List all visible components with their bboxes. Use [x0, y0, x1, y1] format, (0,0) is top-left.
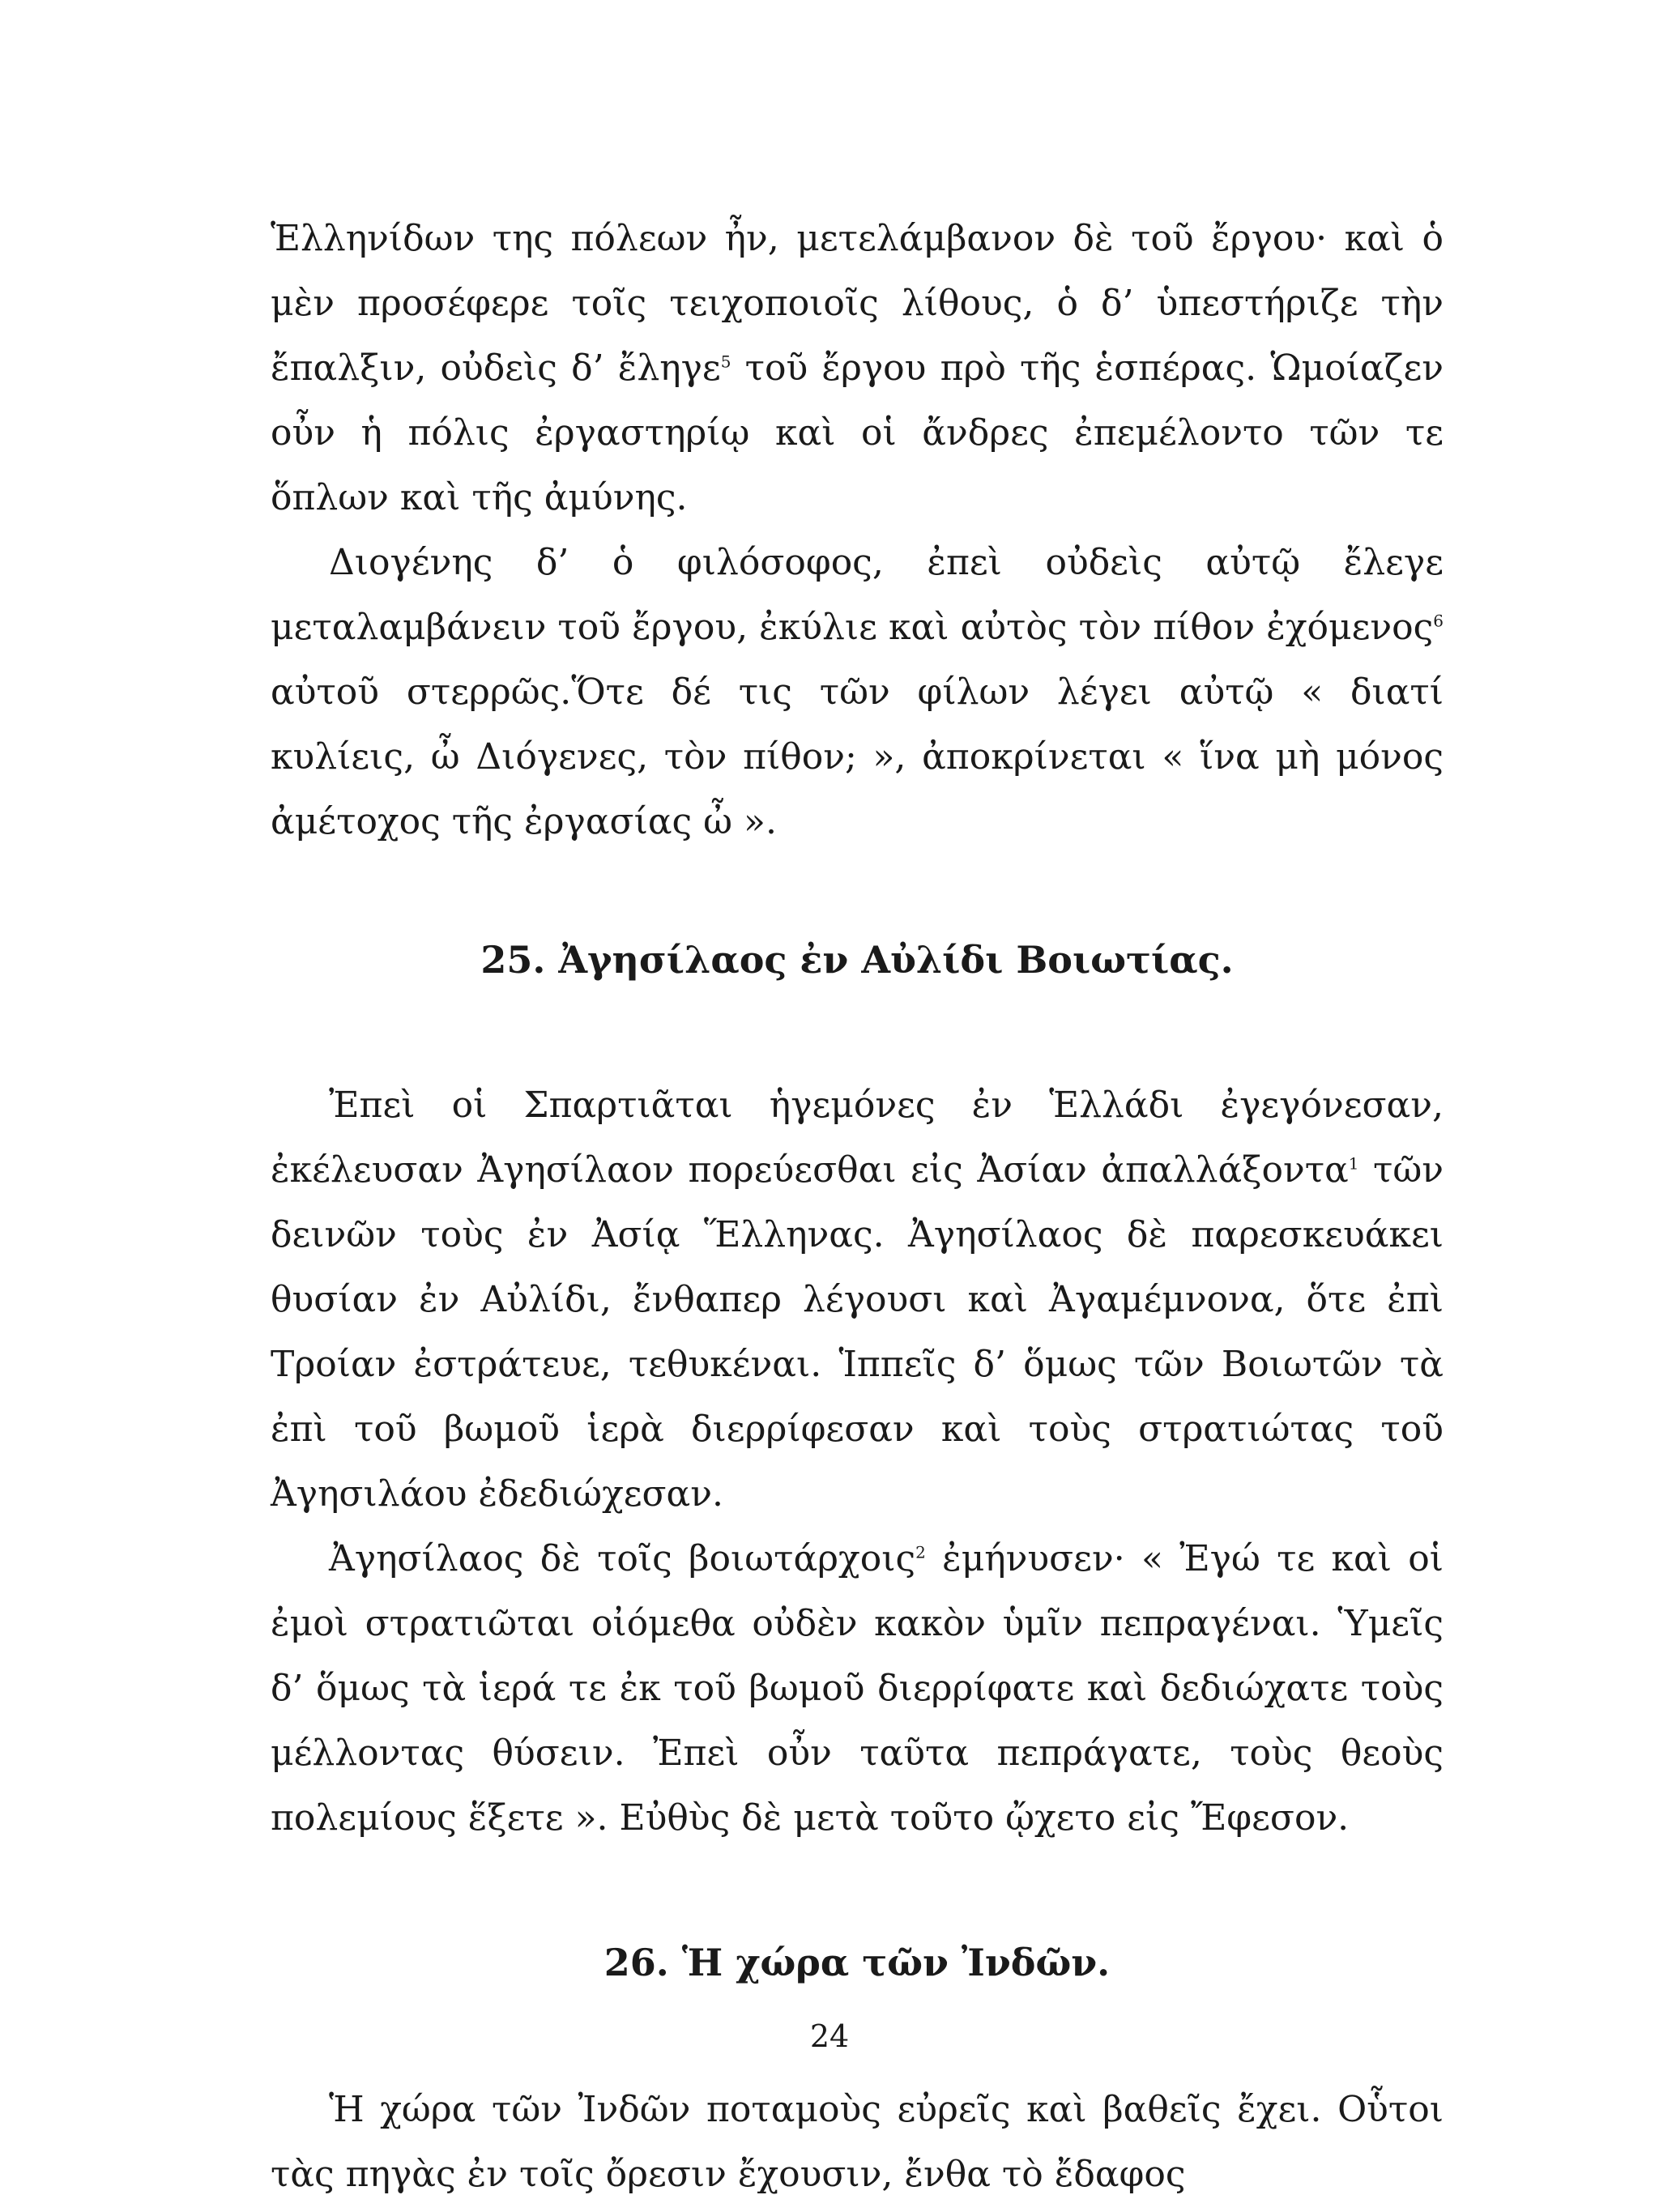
paragraph-text: Ἐπεὶ οἱ Σπαρτιᾶται ἡγεμόνες ἐν Ἑλλάδι ἐγεγόνεσαν, ἐκέλευσαν Ἀγησίλαον πορεύεσθαι εἰς Ἀσίαν ἀπαλλάξοντα [271, 1085, 1444, 1191]
paragraph-india: Ἡ χώρα τῶν Ἰνδῶν ποταμοὺς εὐρεῖς καὶ βαθεῖς ἔχει. Οὗτοι τὰς πηγὰς ἐν τοῖς ὄρεσιν ἔχουσιν, ἔνθα τὸ ἔδαφος [271, 2089, 1444, 2195]
paragraph-diogenes [271, 531, 1444, 855]
paragraph-text: τοῦ ἔργου πρὸ τῆς ἑσπέρας. Ὡμοίαζεν οὖν ἡ πόλις ἐργαστηρίῳ καὶ οἱ ἄνδρες ἐπεμέλοντο τῶν τε ὅπλων καὶ τῆς ἀμύνης. [271, 347, 1444, 518]
paragraph-text: Ἀγησίλαος δὲ τοῖς βοιωτάρχοις [329, 1538, 916, 1579]
paragraph-continued [271, 207, 1444, 531]
paragraph-text: αὐτοῦ στερρῶς.Ὅτε δέ τις τῶν φίλων λέγει αὐτῷ « διατί κυλίεις, ὦ Διόγενες, τὸν πίθον; », ἀποκρίνεται « ἵνα μὴ μόνος ἀμέτοχος τῆς ἐργασίας ὦ ». [271, 671, 1444, 842]
footnote-marker: 1 [1348, 1153, 1359, 1174]
paragraph-text: Διογένης δ’ ὁ φιλόσοφος, ἐπεὶ οὐδεὶς αὐτῷ ἔλεγε μεταλαμβάνειν τοῦ ἔργου, ἐκύλιε καὶ αὐτὸς τὸν πίθον ἐχόμενος [271, 542, 1444, 648]
paragraph-agesilaos-2 [271, 1527, 1444, 1851]
page-number: 24 [809, 2018, 850, 2054]
footnote-marker: 2 [915, 1542, 926, 1562]
section-heading: 26. Ἡ χώρα τῶν Ἰνδῶν. [603, 1941, 1111, 1984]
paragraph-agesilaos-1 [271, 1073, 1444, 1527]
paragraph-text: ἐμήνυσεν· « Ἐγώ τε καὶ οἱ ἐμοὶ στρατιῶται οἰόμεθα οὐδὲν κακὸν ὑμῖν πεπραγέναι. Ὑμεῖς δ’ ὅμως τὰ ἱερά τε ἐκ τοῦ βωμοῦ διερρίφατε καὶ δεδιώχατε τοὺς μέλλοντας θύσειν. Ἐπεὶ οὖν ταῦτα πεπράγατε, τοὺς θεοὺς πολεμίους ἕξετε ». Εὐθὺς δὲ μετὰ τοῦτο ᾤχετο εἰς Ἔφεσον. [271, 1538, 1444, 1839]
page-body [271, 207, 1444, 2207]
section-heading: 25. Ἀγησίλαος ἐν Αὐλίδι Βοιωτίας. [480, 938, 1234, 982]
footnote-marker: 6 [1433, 611, 1444, 631]
paragraph-text: Ἑλληνίδων της πόλεων ἦν, μετελάμβανον δὲ τοῦ ἔργου· καὶ ὁ μὲν προσέφερε τοῖς τειχοποιοῖς λίθους, ὁ δ’ ὑπεστήριζε τὴν ἔπαλξιν, οὐδεὶς δ’ ἔληγε [271, 218, 1444, 389]
paragraph-text: τῶν δεινῶν τοὺς ἐν Ἀσίᾳ Ἕλληνας. Ἀγησίλαος δὲ παρεσκευάκει θυσίαν ἐν Αὐλίδι, ἔνθαπερ λέγουσι καὶ Ἀγαμέμνονα, ὅτε ἐπὶ Τροίαν ἐστράτευε, τεθυκέναι. Ἱππεῖς δ’ ὅμως τῶν Βοιωτῶν τὰ ἐπὶ τοῦ βωμοῦ ἱερὰ διερρίφεσαν καὶ τοὺς στρατιώτας τοῦ Ἀγησιλάου ἐδεδιώχεσαν. [271, 1149, 1444, 1515]
footnote-marker: 5 [720, 352, 731, 372]
